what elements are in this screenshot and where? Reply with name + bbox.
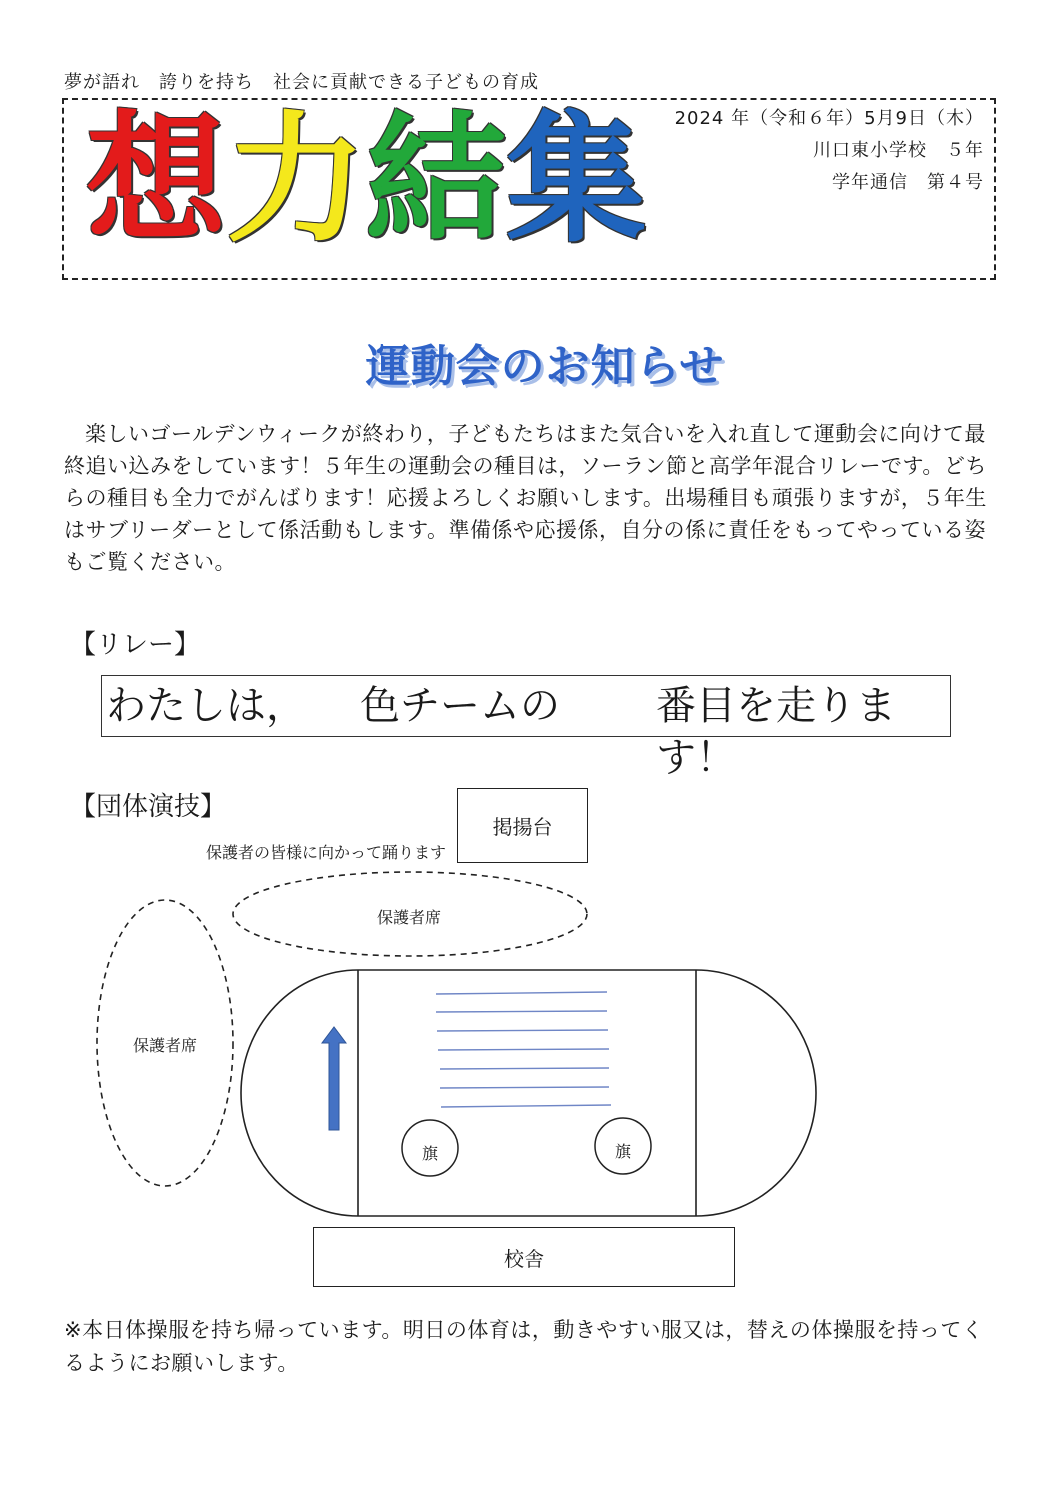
flag-right-label: 旗	[615, 1142, 632, 1161]
relay-text-3: 番目を走ります！	[656, 683, 896, 781]
formation-lines	[436, 992, 611, 1107]
running-track	[241, 970, 816, 1216]
direction-arrow-icon	[322, 1027, 346, 1130]
title-char-3: 結	[366, 98, 507, 262]
school-building	[313, 1227, 735, 1287]
title-char-2: 力	[226, 98, 367, 262]
school-motto: 夢が語れ 誇りを持ち 社会に貢献できる子どもの育成	[64, 72, 539, 93]
relay-text-2: 色チームの	[360, 683, 560, 729]
footnote: ※本日体操服を持ち帰っています。明日の体育は，動きやすい服又は，替えの体操服を持ってくるようにお願いします。	[64, 1318, 984, 1375]
flag-stage-label: 掲揚台	[492, 815, 553, 839]
school-grade: 川口東小学校 ５年	[813, 140, 984, 161]
group-section-label: 【団体演技】	[70, 792, 227, 822]
title-char-1: 想	[86, 98, 227, 262]
relay-text-1: わたしは，	[106, 683, 306, 729]
formation-line	[437, 1030, 608, 1031]
formation-line	[436, 992, 607, 994]
dance-direction-note: 保護者の皆様に向かって踊ります	[206, 843, 447, 862]
issue-number: 学年通信 第４号	[832, 172, 984, 193]
flag-left-label: 旗	[422, 1144, 439, 1163]
formation-line	[440, 1068, 609, 1069]
relay-section-label: 【リレー】	[70, 630, 201, 660]
guardian-seat-left-label: 保護者席	[133, 1036, 198, 1055]
issue-date: 2024 年（令和６年）5月9日（木）	[674, 108, 984, 129]
formation-line	[441, 1105, 611, 1107]
formation-line	[438, 1049, 609, 1050]
intro-paragraph: 楽しいゴールデンウィークが終わり，子どもたちはまた気合いを入れ直して運動会に向けて最終追い込みをしています！５年生の運動会の種目は，ソーラン節と高学年混合リレーです。どちらの種目も全力でがんばります！応援よろしくお願いします。出場種目も頑張りますが，５年生はサブリーダーとして係活動もします。準備係や応援係，自分の係に責任をもってやっている姿もご覧ください。	[64, 422, 987, 574]
school-building-label: 校舎	[504, 1246, 544, 1271]
title-char-4: 集	[506, 98, 647, 262]
formation-line	[440, 1087, 609, 1088]
guardian-seat-top-label: 保護者席	[377, 908, 442, 927]
formation-line	[436, 1011, 607, 1012]
notice-title: 運動会のお知らせ	[365, 341, 725, 392]
